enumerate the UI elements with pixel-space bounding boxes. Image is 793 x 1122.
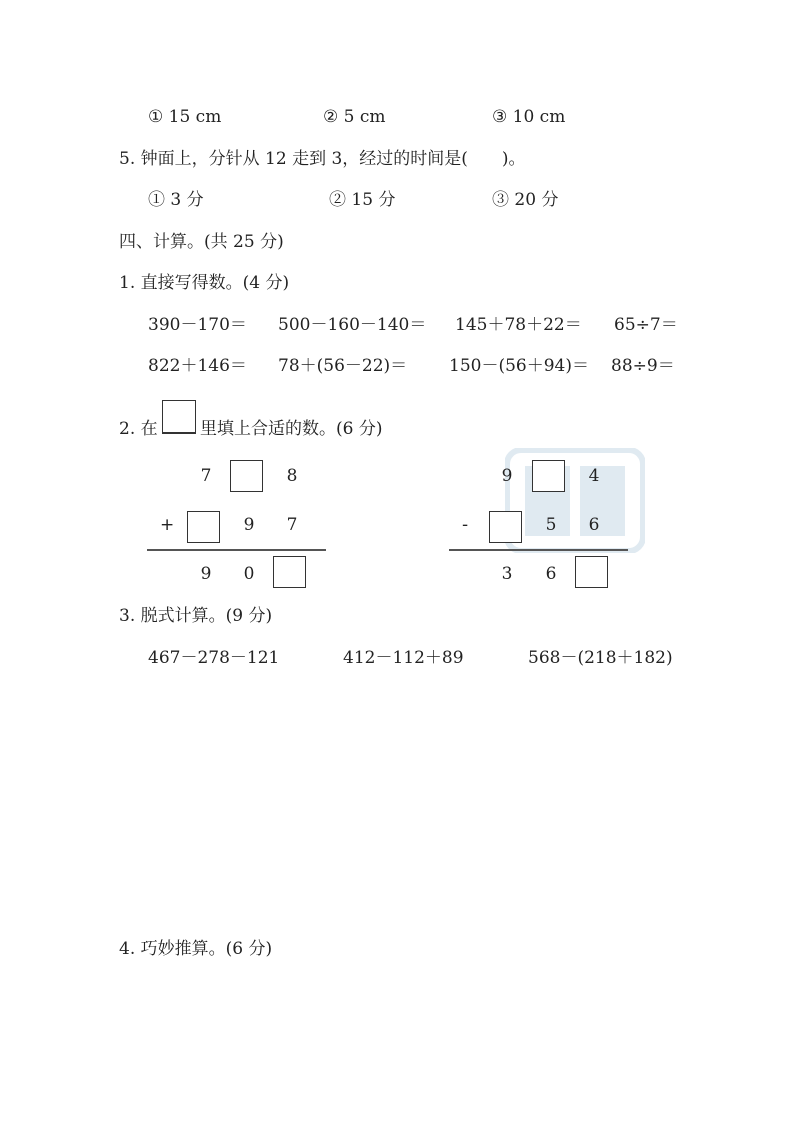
step-calc-item: 412－112＋89 — [343, 648, 464, 668]
answer-box-sample — [162, 400, 196, 433]
digit: 9 — [243, 515, 255, 535]
part2-title-prefix: 2. 在 — [119, 419, 158, 439]
sum-line — [147, 549, 326, 551]
mental-calc-item: 145＋78＋22＝ — [455, 315, 582, 335]
plus-sign: + — [160, 515, 175, 535]
digit: 3 — [501, 564, 513, 584]
q4-option-1: ① 15 cm — [148, 107, 222, 127]
answer-box[interactable] — [230, 460, 263, 492]
part1-title: 1. 直接写得数。(4 分) — [119, 273, 290, 293]
digit: 9 — [501, 466, 513, 486]
mental-calc-item: 65÷7＝ — [614, 315, 678, 335]
digit: 0 — [243, 564, 255, 584]
q5-option-1: ① 3 分 — [148, 190, 204, 210]
answer-box[interactable] — [532, 460, 565, 492]
digit: 8 — [286, 466, 298, 486]
q5-option-2: ② 15 分 — [329, 190, 396, 210]
mental-calc-item: 88÷9＝ — [611, 356, 675, 376]
digit: 9 — [200, 564, 212, 584]
part2-title-suffix: 里填上合适的数。(6 分) — [200, 419, 383, 439]
difference-line — [449, 549, 628, 551]
mental-calc-item: 500－160－140＝ — [278, 315, 427, 335]
step-calc-item: 467－278－121 — [148, 648, 280, 668]
mental-calc-item: 150－(56＋94)＝ — [449, 356, 589, 376]
answer-box[interactable] — [489, 511, 522, 543]
answer-box[interactable] — [187, 511, 220, 543]
q5-question: 5. 钟面上，分针从 12 走到 3，经过的时间是( )。 — [119, 149, 526, 169]
digit: 4 — [588, 466, 600, 486]
box-baseline — [162, 432, 196, 434]
digit: 7 — [200, 466, 212, 486]
digit: 7 — [286, 515, 298, 535]
mental-calc-item: 78＋(56－22)＝ — [278, 356, 408, 376]
digit: 6 — [545, 564, 557, 584]
answer-box[interactable] — [575, 556, 608, 588]
digit: 6 — [588, 515, 600, 535]
watermark-logo — [505, 448, 645, 553]
minus-sign: - — [462, 515, 469, 535]
answer-box[interactable] — [273, 556, 306, 588]
q4-option-2: ② 5 cm — [323, 107, 386, 127]
q4-option-3: ③ 10 cm — [492, 107, 566, 127]
part3-title: 3. 脱式计算。(9 分) — [119, 606, 273, 626]
part4-title: 4. 巧妙推算。(6 分) — [119, 939, 273, 959]
mental-calc-item: 822＋146＝ — [148, 356, 247, 376]
section-title: 四、计算。(共 25 分) — [119, 232, 284, 252]
q5-option-3: ③ 20 分 — [492, 190, 559, 210]
mental-calc-item: 390－170＝ — [148, 315, 247, 335]
digit: 5 — [545, 515, 557, 535]
step-calc-item: 568－(218＋182) — [528, 648, 673, 668]
